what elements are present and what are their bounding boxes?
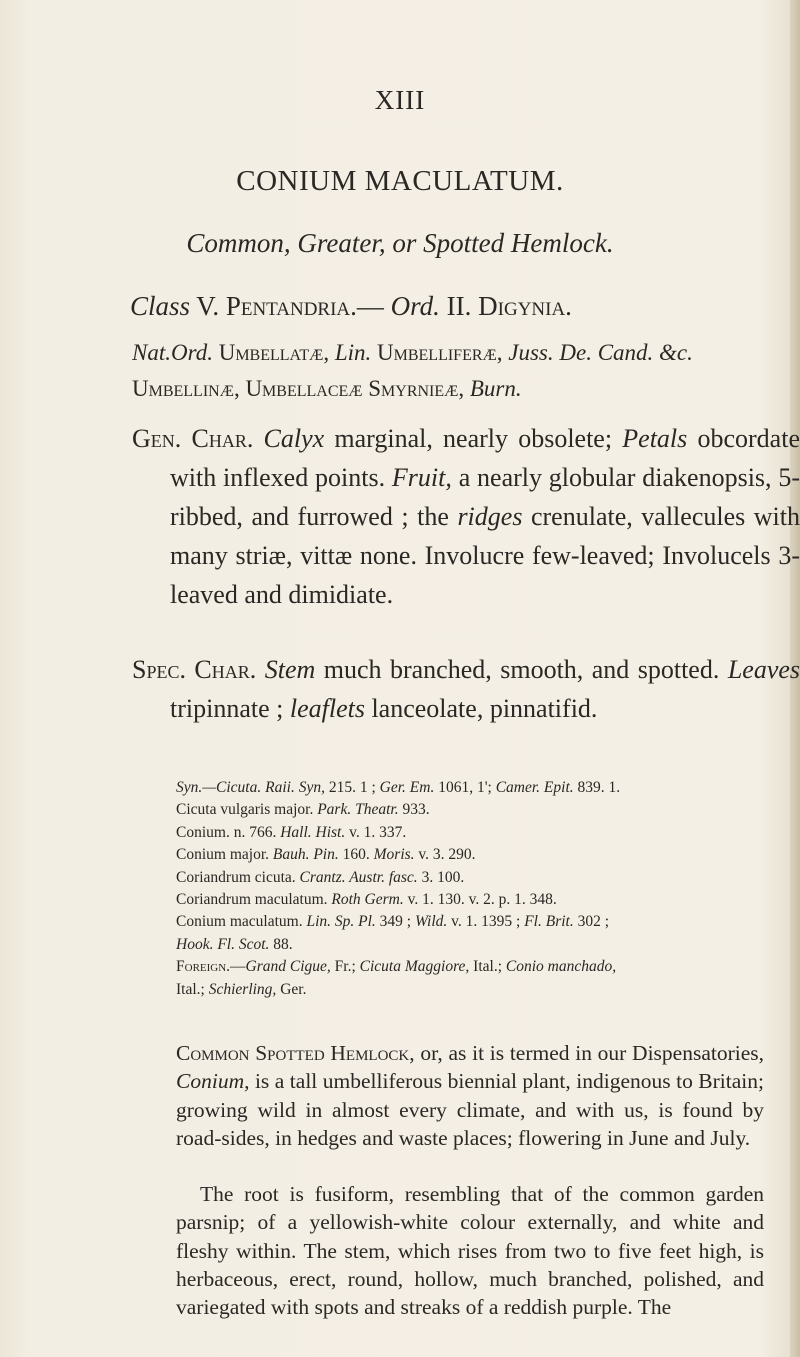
lang-ger: Ger. bbox=[276, 980, 307, 998]
syn-ref: Camer. Epit. bbox=[495, 779, 574, 796]
foreign-label: Foreign. bbox=[176, 958, 231, 976]
natural-order bbox=[132, 335, 772, 407]
spec-char-label: Spec. Char. bbox=[132, 655, 257, 684]
synonym-line bbox=[176, 934, 766, 956]
stem-term: Stem bbox=[264, 655, 316, 684]
syn-ref: Park. Theatr. bbox=[317, 801, 399, 819]
linnaean-class bbox=[130, 291, 572, 322]
syn-name: Conium major. bbox=[176, 846, 273, 864]
body-text-1b: is a tall umbelliferous biennial plant, indigenous to Britain; growing wild in almost every climate, and with us, is found by road-sides, in hedges and waste places; flowering in June and July. bbox=[176, 1069, 764, 1150]
page-title: CONIUM MACULATUM. bbox=[236, 165, 564, 197]
syn-num: 349 ; bbox=[375, 913, 415, 931]
syn-name: Conium. n. 766. bbox=[176, 823, 281, 841]
lang-ital-2: Ital.; bbox=[176, 980, 209, 998]
gen-text-4: crenulate, vallecules with many striæ, vittæ none. Involucre few-leaved; Involucels 3-leaved and dimidiate. bbox=[170, 502, 800, 609]
body-paragraph-1 bbox=[176, 1039, 764, 1152]
syn-num: 839. 1. bbox=[573, 779, 621, 796]
syn-ref: Roth Germ. bbox=[331, 891, 404, 909]
synonym-line bbox=[176, 911, 766, 933]
syn-num: v. 3. 290. bbox=[414, 846, 476, 864]
class-label: Class bbox=[130, 291, 191, 321]
french-name: Grand Cigue, bbox=[245, 958, 331, 976]
syn-name: Coriandrum cicuta. bbox=[176, 868, 300, 886]
italian-name-2: Conio manchado, bbox=[505, 958, 617, 976]
syn-name: Conium maculatum. bbox=[176, 913, 307, 931]
foreign-names-cont bbox=[176, 979, 766, 1001]
syn-num: 3. 100. bbox=[417, 868, 465, 886]
syn-ref: Fl. Brit. bbox=[524, 913, 574, 931]
order-value: II. bbox=[446, 291, 472, 321]
syn-ref: Crantz. Austr. fasc. bbox=[299, 868, 418, 886]
synonymy-block bbox=[176, 777, 766, 1001]
body-text-1a: or, as it is termed in our Dispensatories, bbox=[414, 1041, 765, 1065]
syn-ref: Moris. bbox=[373, 846, 415, 864]
umbelliferae: Umbelliferæ, bbox=[377, 340, 503, 365]
syn-name: Coriandrum maculatum. bbox=[176, 891, 332, 909]
syn-ref: Lin. Sp. Pl. bbox=[306, 913, 376, 931]
generic-character bbox=[132, 419, 800, 614]
nat-ord-label: Nat.Ord. bbox=[132, 340, 213, 365]
authority-juss: Juss. bbox=[508, 340, 554, 365]
calyx-term: Calyx bbox=[263, 424, 325, 453]
syn-num: 160. bbox=[338, 846, 374, 864]
gen-text-3: a nearly globular diakenopsis, 5-ribbed, and furrowed ; the bbox=[170, 463, 800, 531]
common-name-sc: Common Spotted Hemlock, bbox=[176, 1041, 415, 1065]
syn-num: 215. 1 ; bbox=[324, 779, 380, 796]
leaves-term: Leaves bbox=[727, 655, 800, 684]
synonym-line bbox=[176, 799, 766, 821]
class-name: Pentandria. bbox=[225, 291, 357, 321]
body-paragraph-2: The root is fusiform, resembling that of the common garden parsnip; of a yellowish-white colour externally, and white and fleshy within. The stem, which rises from two to five feet high, is herbaceous, erect, round, hollow, much branched, polished, and variegated with spots and streaks of a reddish purple. The bbox=[176, 1182, 764, 1320]
fruit-term: Fruit, bbox=[391, 463, 452, 492]
syn-num: 1061, 1'; bbox=[434, 779, 496, 796]
umbellinae-group: Umbellinæ, Umbellaceæ Smyrnieæ, bbox=[132, 376, 465, 401]
syn-name: Cicuta vulgaris major. bbox=[176, 801, 318, 819]
petals-term: Petals bbox=[622, 424, 688, 453]
gen-text-1: marginal, nearly obsolete; bbox=[334, 424, 613, 453]
syn-ref: Raii. Syn, bbox=[265, 779, 325, 796]
class-value: V. bbox=[196, 291, 220, 321]
spec-text-2: tripinnate ; bbox=[170, 694, 284, 723]
syn-ref: Wild. bbox=[414, 913, 448, 931]
german-name: Schierling, bbox=[208, 980, 277, 998]
class-dash: — bbox=[356, 291, 384, 321]
syn-ref: Hall. Hist. bbox=[280, 823, 346, 841]
authority-lin: Lin. bbox=[334, 340, 372, 365]
lang-ital: Ital.; bbox=[469, 958, 506, 976]
syn-ref: Ger. Em. bbox=[379, 779, 435, 796]
synonym-line bbox=[176, 777, 766, 799]
foreign-names bbox=[176, 956, 766, 978]
gen-text-2: obcordate with inflexed points. bbox=[170, 424, 800, 492]
syn-ref: Hook. Fl. Scot. bbox=[176, 935, 270, 953]
conium-term: Conium, bbox=[176, 1069, 250, 1094]
foreign-dash: — bbox=[230, 958, 246, 976]
plate-number: XIII bbox=[374, 85, 426, 115]
leaflets-term: leaflets bbox=[289, 694, 365, 723]
lang-fr: Fr.; bbox=[330, 958, 360, 976]
syn-label: Syn.—Cicuta. bbox=[176, 779, 266, 796]
syn-num: v. 1. 130. v. 2. p. 1. 348. bbox=[403, 891, 557, 909]
specific-character bbox=[132, 650, 800, 728]
spec-text-3: lanceolate, pinnatifid. bbox=[371, 694, 598, 723]
gen-char-label: Gen. Char. bbox=[132, 424, 254, 453]
umbellatae: Umbellatæ, bbox=[218, 340, 330, 365]
authority-de-cand: De. Cand. &c. bbox=[559, 340, 693, 365]
ridges-term: ridges bbox=[457, 502, 523, 531]
syn-num: 302 ; bbox=[573, 913, 610, 931]
syn-num: v. 1. 1395 ; bbox=[447, 913, 525, 931]
order-name: Digynia. bbox=[478, 291, 572, 321]
common-names: Common, Greater, or Spotted Hemlock. bbox=[186, 228, 614, 258]
syn-num: 88. bbox=[269, 935, 293, 953]
synonym-line bbox=[176, 844, 766, 866]
synonym-line bbox=[176, 889, 766, 911]
synonym-line bbox=[176, 867, 766, 889]
syn-ref: Bauh. Pin. bbox=[272, 846, 339, 864]
authority-burn: Burn. bbox=[469, 376, 522, 401]
spec-text-1: much branched, smooth, and spotted. bbox=[323, 655, 720, 684]
syn-num: 933. bbox=[398, 801, 430, 819]
italian-name: Cicuta Maggiore, bbox=[359, 958, 470, 976]
synonym-line bbox=[176, 822, 766, 844]
order-label: Ord. bbox=[390, 291, 440, 321]
syn-num: v. 1. 337. bbox=[345, 823, 407, 841]
